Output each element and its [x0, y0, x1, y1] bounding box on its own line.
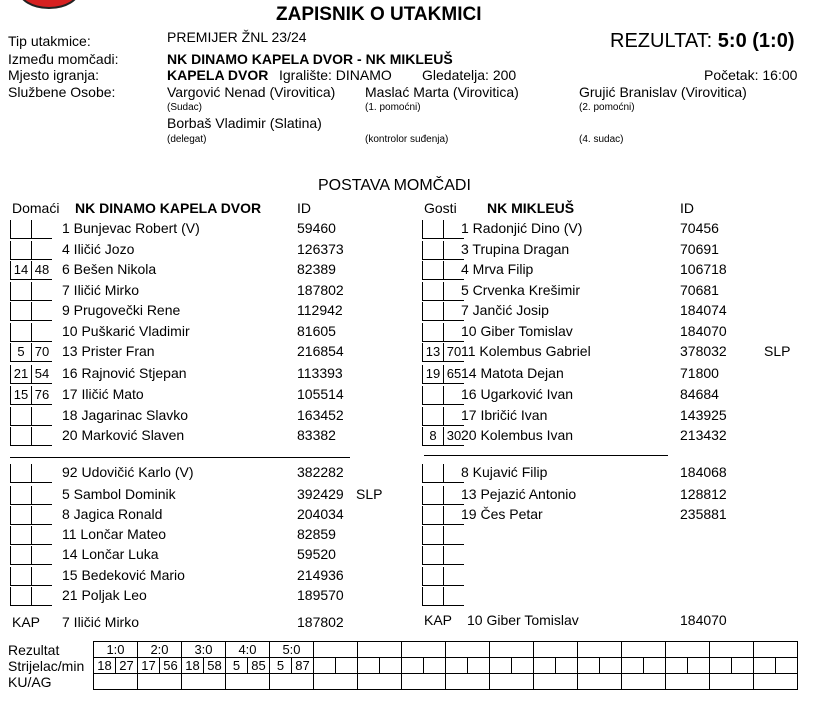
substitution-minute-box[interactable] [31, 282, 52, 301]
substitution-minute-box[interactable]: 54 [31, 365, 52, 384]
substitution-number-box[interactable] [422, 220, 443, 239]
kuag-cell [666, 674, 710, 690]
substitution-minute-box[interactable] [443, 546, 464, 565]
player-name: 11 Kolembus Gabriel [461, 343, 591, 359]
substitution-number-box[interactable]: 5 [10, 343, 31, 362]
empty-cell [556, 658, 578, 674]
empty-cell [336, 658, 358, 674]
player-name: 4 Iličić Jozo [62, 241, 135, 257]
home-kap-label: KAP [12, 614, 41, 630]
player-id: 214936 [297, 567, 344, 583]
goals-kuag-row [94, 674, 798, 690]
result [610, 30, 795, 53]
player-name: 13 Pejazić Antonio [461, 486, 577, 502]
player-note: SLP [764, 343, 791, 359]
player-id: 213432 [680, 427, 727, 443]
substitution-number-box[interactable] [10, 241, 31, 260]
player-id: 235881 [680, 506, 727, 522]
player-name: 7 Jančić Josip [461, 302, 549, 318]
substitution-number-box[interactable] [10, 302, 31, 321]
goals-kuag-label: KU/AG [8, 674, 52, 690]
substitution-minute-box[interactable] [31, 407, 52, 426]
substitution-minute-box[interactable] [31, 546, 52, 565]
document-title: ZAPISNIK O UTAKMICI [276, 4, 482, 25]
kuag-cell [226, 674, 270, 690]
player-name: 21 Poljak Leo [62, 587, 147, 603]
substitution-number-box[interactable] [10, 567, 31, 586]
substitution-number-box[interactable] [10, 323, 31, 342]
player-id: 70691 [680, 241, 719, 257]
substitution-number-box[interactable] [10, 407, 31, 426]
player-id: 184068 [680, 464, 727, 480]
player-id: 83382 [297, 427, 336, 443]
score-cell [578, 642, 622, 658]
kuag-cell [94, 674, 138, 690]
score-cell [666, 642, 710, 658]
player-name: 8 Kujavić Filip [461, 464, 548, 480]
player-id: 163452 [297, 407, 344, 423]
away-kap-label: KAP [424, 612, 453, 628]
player-id: 112942 [297, 302, 343, 318]
substitution-minute-box[interactable] [31, 220, 52, 239]
player-id: 204034 [297, 506, 344, 522]
substitution-number-box[interactable] [10, 587, 31, 606]
player-name: 92 Udovičić Karlo (V) [62, 464, 194, 480]
mjesto-label: Mjesto igranja: [8, 67, 100, 83]
substitution-minute-box[interactable] [31, 464, 52, 483]
substitution-minute-box[interactable] [31, 302, 52, 321]
substitution-number-box[interactable] [422, 526, 443, 545]
player-name: 1 Radonjić Dino (V) [461, 220, 583, 236]
official-role: (delegat) [167, 134, 207, 145]
empty-cell [710, 658, 732, 674]
player-name: 14 Lončar Luka [62, 546, 159, 562]
player-id: 392429 [297, 486, 344, 502]
empty-cell [424, 658, 446, 674]
scorer-number: 17 [138, 658, 160, 674]
score-cell [490, 642, 534, 658]
player-id: 216854 [297, 343, 344, 359]
substitution-number-box[interactable] [422, 506, 443, 525]
player-id: 189570 [297, 587, 344, 603]
away-team-name: NK MIKLEUŠ [487, 200, 575, 216]
player-name: 4 Mrva Filip [461, 261, 534, 277]
substitution-minute-box[interactable] [31, 486, 52, 505]
substitution-number-box[interactable]: 21 [10, 365, 31, 384]
empty-cell [402, 658, 424, 674]
player-id: 378032 [680, 343, 727, 359]
away-captain: 10 Giber Tomislav [467, 612, 579, 628]
kuag-cell [754, 674, 798, 690]
official-role: (4. sudac) [579, 134, 624, 145]
official-role: (2. pomoćni) [579, 102, 635, 113]
empty-cell [314, 658, 336, 674]
empty-cell [688, 658, 710, 674]
empty-cell [578, 658, 600, 674]
goals-result-label: Rezultat [8, 642, 60, 658]
official-name: Vargović Nenad (Virovitica) [167, 84, 336, 100]
goals-scorer-row [94, 658, 798, 674]
player-id: 184074 [680, 302, 727, 318]
score-cell [710, 642, 754, 658]
empty-cell [754, 658, 776, 674]
player-name: 7 Iličić Mirko [62, 282, 140, 298]
substitution-number-box[interactable]: 14 [10, 261, 31, 280]
substitution-minute-box[interactable] [443, 587, 464, 606]
substitution-number-box[interactable] [10, 282, 31, 301]
substitution-number-box[interactable] [422, 261, 443, 280]
kuag-cell [314, 674, 358, 690]
empty-cell [358, 658, 380, 674]
player-id: 382282 [297, 464, 344, 480]
substitution-number-box[interactable] [422, 546, 443, 565]
substitution-number-box[interactable] [422, 486, 443, 505]
substitution-minute-box[interactable] [443, 567, 464, 586]
scorer-minute: 56 [160, 658, 182, 674]
goals-scorer-label: Strijelac/min [8, 658, 85, 674]
score-cell [314, 642, 358, 658]
kuag-cell [534, 674, 578, 690]
match-teams: NK DINAMO KAPELA DVOR - NK MIKLEUŠ [167, 51, 453, 67]
substitution-minute-box[interactable] [31, 587, 52, 606]
player-id: 82859 [297, 526, 336, 542]
home-team-name: NK DINAMO KAPELA DVOR [75, 200, 262, 216]
empty-cell [644, 658, 666, 674]
player-name: 18 Jagarinac Slavko [62, 407, 189, 423]
kuag-cell [622, 674, 666, 690]
score-cell: 2:0 [138, 642, 182, 658]
substitution-number-box[interactable] [10, 526, 31, 545]
official-name: Grujić Branislav (Virovitica) [579, 84, 747, 100]
empty-cell [776, 658, 798, 674]
substitution-minute-box[interactable]: 76 [31, 386, 52, 405]
scorer-minute: 85 [248, 658, 270, 674]
player-name: 16 Ugarković Ivan [461, 386, 574, 402]
substitution-minute-box[interactable] [443, 526, 464, 545]
score-cell [534, 642, 578, 658]
scorer-number: 5 [270, 658, 292, 674]
player-name: 1 Bunjevac Robert (V) [62, 220, 200, 236]
substitution-number-box[interactable] [10, 506, 31, 525]
player-id: 82389 [297, 261, 336, 277]
substitution-number-box[interactable] [422, 464, 443, 483]
player-name: 16 Rajnović Stjepan [62, 365, 187, 381]
scorer-minute: 27 [116, 658, 138, 674]
player-name: 20 Kolembus Ivan [461, 427, 574, 443]
home-captain: 7 Iličić Mirko [62, 614, 140, 630]
substitution-number-box[interactable] [422, 323, 443, 342]
player-id: 81605 [297, 323, 336, 339]
substitution-number-box[interactable] [422, 567, 443, 586]
substitution-minute-box[interactable] [31, 506, 52, 525]
kuag-cell [710, 674, 754, 690]
official-role: (kontrolor suđenja) [365, 134, 449, 145]
goals-table [93, 641, 798, 690]
official-role: (Sudac) [167, 102, 203, 113]
venue: KAPELA DVOR [167, 67, 269, 83]
substitution-minute-box[interactable] [31, 241, 52, 260]
score-cell [358, 642, 402, 658]
scorer-number: 5 [226, 658, 248, 674]
result-value: 5:0 (1:0) [717, 30, 795, 52]
substitution-number-box[interactable]: 19 [422, 365, 443, 384]
player-id: 84684 [680, 386, 719, 402]
substitution-number-box[interactable] [10, 464, 31, 483]
player-id: 106718 [680, 261, 727, 277]
substitution-number-box[interactable] [10, 220, 31, 239]
player-name: 17 Iličić Mato [62, 386, 144, 402]
score-cell [622, 642, 666, 658]
substitution-number-box[interactable] [422, 241, 443, 260]
home-label: Domaći [12, 200, 60, 216]
scorer-minute: 87 [292, 658, 314, 674]
player-id: 143925 [680, 407, 727, 423]
player-id: 59520 [297, 546, 336, 562]
substitution-minute-box[interactable]: 70 [31, 343, 52, 362]
kuag-cell [446, 674, 490, 690]
tip-value: PREMIJER ŽNL 23/24 [167, 29, 307, 45]
federation-logo [14, 0, 84, 10]
empty-cell [666, 658, 688, 674]
player-note: SLP [356, 486, 383, 502]
away-label: Gosti [424, 200, 457, 216]
empty-cell [600, 658, 622, 674]
goals-score-row [94, 642, 798, 658]
player-name: 11 Lončar Mateo [62, 526, 167, 542]
empty-cell [732, 658, 754, 674]
player-id: 105514 [297, 386, 344, 402]
kuag-cell [270, 674, 314, 690]
pitch: Igralište: DINAMO [279, 67, 392, 83]
player-name: 15 Bedeković Mario [62, 567, 185, 583]
substitution-number-box[interactable] [422, 587, 443, 606]
substitution-number-box[interactable] [422, 302, 443, 321]
score-cell: 5:0 [270, 642, 314, 658]
substitution-number-box[interactable] [422, 386, 443, 405]
player-id: 184070 [680, 323, 727, 339]
kuag-cell [138, 674, 182, 690]
substitution-number-box[interactable] [10, 427, 31, 446]
empty-cell [622, 658, 644, 674]
player-id: 71800 [680, 365, 719, 381]
player-name: 10 Giber Tomislav [461, 323, 573, 339]
official-name: Borbaš Vladimir (Slatina) [167, 115, 322, 131]
substitution-number-box[interactable] [422, 407, 443, 426]
kuag-cell [578, 674, 622, 690]
empty-cell [468, 658, 490, 674]
empty-cell [534, 658, 556, 674]
scorer-number: 18 [94, 658, 116, 674]
home-id-header: ID [297, 200, 311, 216]
player-id: 126373 [297, 241, 344, 257]
score-cell [446, 642, 490, 658]
official-name: Maslać Marta (Virovitica) [365, 84, 519, 100]
izmedu-label: Između momčadi: [8, 51, 119, 67]
player-id: 128812 [680, 486, 727, 502]
empty-cell [512, 658, 534, 674]
player-name: 8 Jagica Ronald [62, 506, 163, 522]
divider [10, 457, 350, 458]
substitution-minute-box[interactable]: 65 [443, 365, 464, 384]
scorer-minute: 58 [204, 658, 226, 674]
substitution-minute-box[interactable] [31, 323, 52, 342]
home-captain-id: 187802 [297, 614, 344, 630]
player-name: 5 Sambol Dominik [62, 486, 176, 502]
substitution-minute-box[interactable]: 30 [443, 427, 464, 446]
player-name: 3 Trupina Dragan [461, 241, 570, 257]
player-name: 5 Crvenka Krešimir [461, 282, 581, 298]
kickoff-time: Početak: 16:00 [704, 67, 798, 83]
scorer-number: 18 [182, 658, 204, 674]
score-cell: 3:0 [182, 642, 226, 658]
away-id-header: ID [680, 200, 694, 216]
substitution-number-box[interactable] [10, 486, 31, 505]
kuag-cell [182, 674, 226, 690]
official-role: (1. pomoćni) [365, 102, 421, 113]
substitution-minute-box[interactable]: 48 [31, 261, 52, 280]
attendance: Gledatelja: 200 [422, 67, 517, 83]
score-cell [754, 642, 798, 658]
player-id: 70456 [680, 220, 719, 236]
kuag-cell [490, 674, 534, 690]
tip-label: Tip utakmice: [8, 33, 91, 49]
player-name: 17 Ibričić Ivan [461, 407, 548, 423]
player-name: 13 Prister Fran [62, 343, 155, 359]
substitution-minute-box[interactable] [31, 567, 52, 586]
substitution-minute-box[interactable] [31, 427, 52, 446]
player-name: 19 Čes Petar [461, 506, 543, 522]
substitution-number-box[interactable] [10, 546, 31, 565]
section-title: POSTAVA MOMČADI [318, 177, 471, 194]
player-id: 187802 [297, 282, 344, 298]
empty-cell [446, 658, 468, 674]
player-name: 14 Matota Dejan [461, 365, 564, 381]
divider [424, 455, 668, 456]
substitution-number-box[interactable] [422, 282, 443, 301]
kuag-cell [402, 674, 446, 690]
player-name: 6 Bešen Nikola [62, 261, 157, 277]
substitution-number-box[interactable]: 8 [422, 427, 443, 446]
empty-cell [490, 658, 512, 674]
player-id: 59460 [297, 220, 336, 236]
result-label: REZULTAT: [610, 30, 713, 52]
substitution-number-box[interactable]: 15 [10, 386, 31, 405]
player-name: 10 Puškarić Vladimir [62, 323, 190, 339]
player-name: 20 Marković Slaven [62, 427, 185, 443]
score-cell: 1:0 [94, 642, 138, 658]
score-cell: 4:0 [226, 642, 270, 658]
away-captain-id: 184070 [680, 612, 727, 628]
empty-cell [380, 658, 402, 674]
player-name: 9 Prugovečki Rene [62, 302, 181, 318]
substitution-number-box[interactable]: 13 [422, 343, 443, 362]
substitution-minute-box[interactable] [31, 526, 52, 545]
player-id: 70681 [680, 282, 719, 298]
player-id: 113393 [297, 365, 343, 381]
substitution-minute-box[interactable]: 70 [443, 343, 464, 362]
officials-label: Službene Osobe: [8, 84, 116, 100]
kuag-cell [358, 674, 402, 690]
score-cell [402, 642, 446, 658]
